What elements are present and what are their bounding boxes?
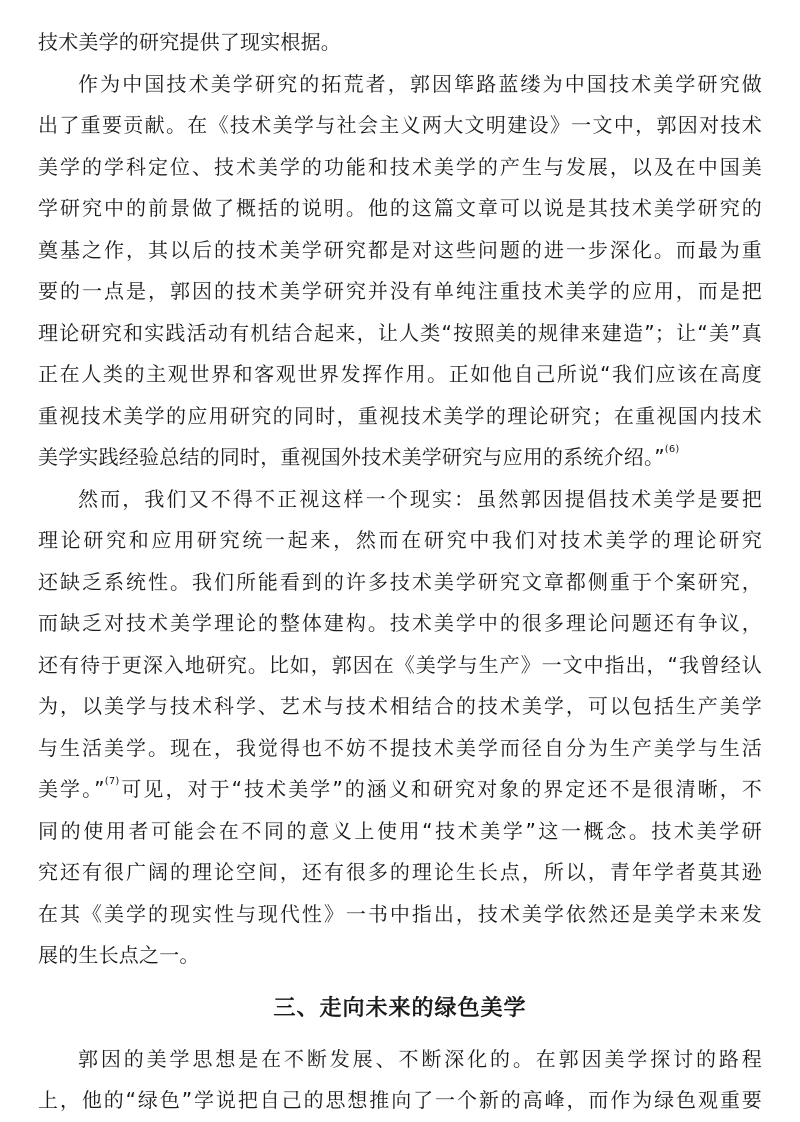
line-text: 理论研究和实践活动有机结合起来，让人类“按照美的规律来建造”；让“美”真 xyxy=(38,320,762,345)
body-text-after-heading xyxy=(38,1039,762,1122)
text-line xyxy=(38,479,762,521)
section-heading: 三、走向未来的绿色美学 xyxy=(273,995,527,1021)
text-line xyxy=(38,686,762,728)
footnote-ref: (7) xyxy=(104,776,120,788)
text-line xyxy=(38,230,762,272)
line-text: 美学。” xyxy=(38,777,105,801)
line-text: 然而，我们又不得不正视这样一个现实：虽然郭因提倡技术美学是要把 xyxy=(78,486,762,511)
line-text: 上，他的“绿色”学说把自己的思想推向了一个新的高峰，而作为绿色观重要 xyxy=(38,1088,762,1112)
text-line xyxy=(38,811,762,853)
footnote-ref: (6) xyxy=(664,444,680,456)
line-text: 同的使用者可能会在不同的意义上使用“技术美学”这一概念。技术美学研 xyxy=(38,818,762,843)
text-line xyxy=(38,354,762,396)
text-line xyxy=(38,1039,762,1081)
line-text: 还有待于更深入地研究。比如，郭因在《美学与生产》一文中指出，“我曾经认 xyxy=(38,652,762,677)
line-text: 出了重要贡献。在《技术美学与社会主义两大文明建设》一文中，郭因对技术 xyxy=(38,113,762,137)
document-page xyxy=(38,22,762,1122)
text-line xyxy=(38,645,762,687)
text-line xyxy=(38,105,762,147)
line-text: 在其《美学的现实性与现代性》一书中指出，技术美学依然还是美学未来发 xyxy=(38,901,762,926)
line-text: 技术美学的研究提供了现实根据。 xyxy=(38,30,341,54)
line-text: 学研究中的前景做了概括的说明。他的这篇文章可以说是其技术美学研究的 xyxy=(38,196,762,220)
line-text: 为，以美学与技术科学、艺术与技术相结合的技术美学，可以包括生产美学 xyxy=(38,694,762,718)
text-line xyxy=(38,396,762,438)
text-line xyxy=(38,271,762,313)
line-text: 与生活美学。现在，我觉得也不妨不提技术美学而径自分为生产美学与生活 xyxy=(38,735,762,760)
line-text: 作为中国技术美学研究的拓荒者，郭因筚路蓝缕为中国技术美学研究做 xyxy=(78,71,762,96)
line-text: 展的生长点之一。 xyxy=(38,943,200,967)
line-text: 郭因的美学思想是在不断发展、不断深化的。在郭因美学探讨的路程 xyxy=(78,1046,762,1071)
line-text: 奠基之作，其以后的技术美学研究都是对这些问题的进一步深化。而最为重 xyxy=(38,237,762,262)
line-text: 要的一点是，郭因的技术美学研究并没有单纯注重技术美学的应用，而是把 xyxy=(38,279,762,303)
text-line xyxy=(38,728,762,770)
line-text: 理论研究和应用研究统一起来，然而在研究中我们对技术美学的理论研究 xyxy=(38,528,762,552)
text-line xyxy=(38,852,762,894)
text-line xyxy=(38,147,762,189)
text-line xyxy=(38,188,762,230)
text-line xyxy=(38,520,762,562)
text-line xyxy=(38,603,762,645)
text-line xyxy=(38,935,762,977)
line-text: 还缺乏系统性。我们所能看到的许多技术美学研究文章都侧重于个案研究， xyxy=(38,569,762,594)
line-text: 美学实践经验总结的同时，重视国外技术美学研究与应用的系统介绍。” xyxy=(38,445,665,469)
text-line xyxy=(38,64,762,106)
line-text: 而缺乏对技术美学理论的整体建构。技术美学中的很多理论问题还有争议， xyxy=(38,611,762,635)
text-line xyxy=(38,769,762,811)
line-text: 美学的学科定位、技术美学的功能和技术美学的产生与发展，以及在中国美 xyxy=(38,154,762,179)
text-line xyxy=(38,562,762,604)
text-line xyxy=(38,313,762,355)
line-text-cont: 可见，对于“技术美学”的涵义和研究对象的界定还不是很清晰，不 xyxy=(119,777,762,801)
text-line xyxy=(38,437,762,479)
line-text: 究还有很广阔的理论空间，还有很多的理论生长点，所以，青年学者莫其逊 xyxy=(38,860,762,884)
line-text: 重视技术美学的应用研究的同时，重视技术美学的理论研究；在重视国内技术 xyxy=(38,403,762,428)
text-line xyxy=(38,22,762,64)
body-text xyxy=(38,22,762,977)
text-line xyxy=(38,894,762,936)
line-text: 正在人类的主观世界和客观世界发挥作用。正如他自己所说“我们应该在高度 xyxy=(38,362,762,386)
text-line xyxy=(38,1080,762,1122)
